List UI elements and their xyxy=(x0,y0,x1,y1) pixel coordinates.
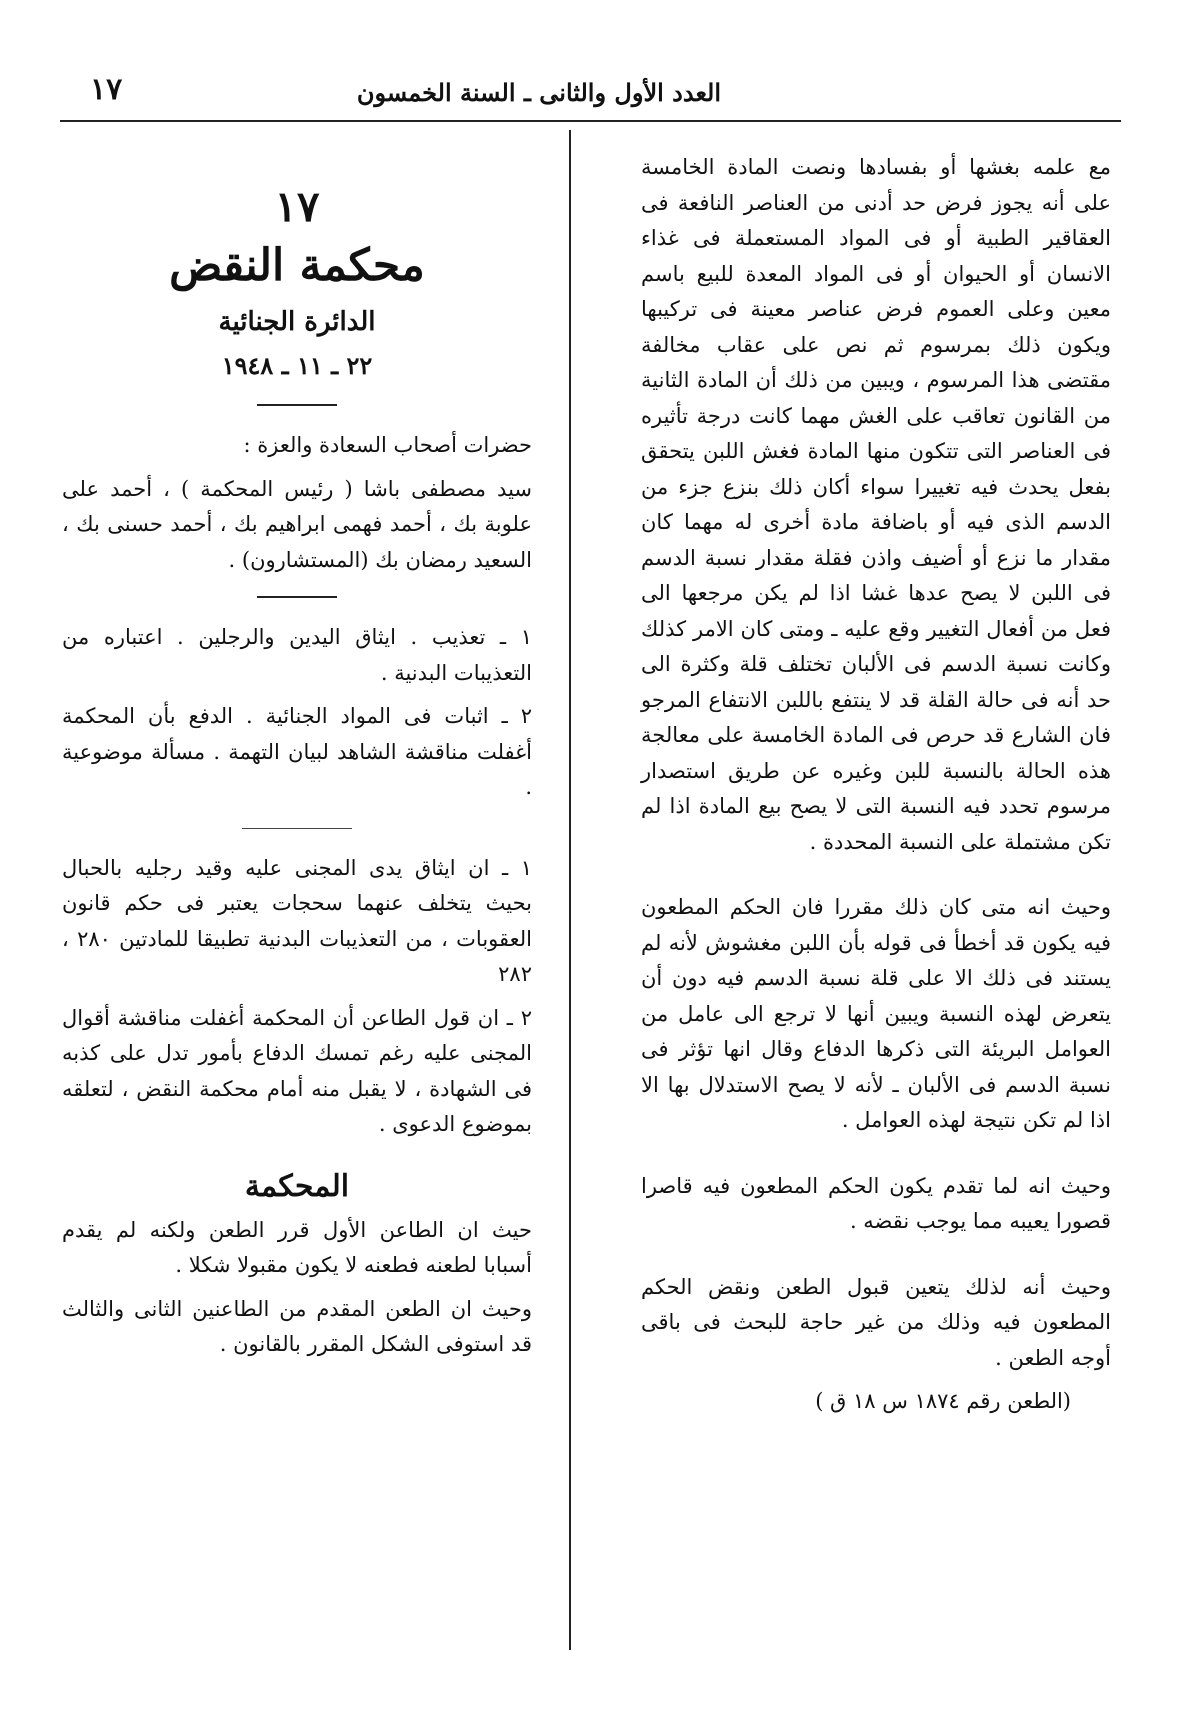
legal-principle: ٢ ـ ان قول الطاعن أن المحكمة أغفلت مناقشة أقوال المجنى عليه رغم تمسك الدفاع بأمور تدل على كذبه فى الشهادة ، لا يقبل منه أمام محكمة النقض ، لتعلقه بموضوع الدعوى . xyxy=(62,1005,532,1136)
page-number: ١٧ xyxy=(90,72,123,107)
case-number: ١٧ xyxy=(274,182,320,231)
court-name: محكمة النقض xyxy=(169,240,425,291)
section-title: المحكمة xyxy=(244,1168,350,1204)
body-paragraph: مع علمه بغشها أو بفسادها ونصت المادة الخامسة على أنه يجوز فرض حد أدنى من العناصر النافعة فى العقاقير الطبية أو فى المواد المستعملة فى غذاء الانسان أو الحيوان أو فى المواد المعدة للبيع باسم معين وعلى العموم فرض عناصر معينة فى تركيبها ويكون ذلك بمرسوم ثم نص على عقاب مخالفة مقتضى هذا المرسوم ، ويبين من ذلك أن المادة الثانية من القانون تعاقب على الغش مهما كانت درجة تأثيره فى العناصر التى تتكون منها المادة فغش اللبن يتحقق بفعل يحدث فيه تغييرا سواء أكان ذلك بنزع جزء من الدسم الذى فيه أو باضافة مادة أخرى له مهما كان مقدار ما نزع أو أضيف واذن فقلة مقدار نسبة الدسم فى اللبن لا يصح عدها غشا اذا لم يكن مرجعها الى فعل من أفعال التغيير وقع عليه ـ ومتى كان الامر كذلك وكانت نسبة الدسم فى الألبان تختلف قلة وكثرة الى حد أنه فى حالة القلة قد لا ينتفع باللبن الانتفاع المرجو فان الشارع قد حرص فى المادة الخامسة على معالجة هذه الحالة بالنسبة للبن وغيره عن طريق استصدار مرسوم تحدد فيه النسبة التى لا يصح بيع المادة اذا لم تكن مشتملة على النسبة المحددة . xyxy=(641,155,1111,854)
headnote: ١ ـ تعذيب . ايثاق اليدين والرجلين . اعتباره من التعذيبات البدنية . xyxy=(62,625,532,685)
left-column xyxy=(62,150,532,1371)
legal-principle: ١ ـ ان ايثاق يدى المجنى عليه وقيد رجليه بالحبال بحيث يتخلف عنهما سحجات يعتبر فى حكم قانون العقوبات ، من التعذيبات البدنية تطبيقا للمادتين ٢٨٠ ، ٢٨٢ xyxy=(62,855,532,986)
body-paragraph: وحيث انه متى كان ذلك مقررا فان الحكم المطعون فيه يكون قد أخطأ فى قوله بأن اللبن مغشوش لأنه لم يستند فى ذلك الا على قلة نسبة الدسم فيه دون أن يتعرض لهذه النسبة ويبين أنها لا ترجع الى عامل من العوامل البريئة التى ذكرها الدفاع وقال انها تؤثر فى نسبة الدسم فى الألبان ـ لأنه لا يصح الاستدلال بها الا اذا لم تكن نتيجة لهذه العوامل . xyxy=(641,895,1111,1132)
judges-list: سيد مصطفى باشا ( رئيس المحكمة ) ، أحمد على علوبة بك ، أحمد فهمى ابراهيم بك ، أحمد حسنى بك ، السعيد رمضان بك (المستشارون) . xyxy=(62,476,532,572)
circuit-name: الدائرة الجنائية xyxy=(218,307,376,337)
headnote: ٢ ـ اثبات فى المواد الجنائية . الدفع بأن المحكمة أغفلت مناقشة الشاهد لبيان التهمة . مسألة موضوعية . xyxy=(62,704,532,799)
divider xyxy=(242,828,352,829)
case-citation: (الطعن رقم ١٨٧٤ س ١٨ ق ) xyxy=(815,1389,1071,1413)
page-header xyxy=(60,70,1121,122)
court-paragraph: حيث ان الطاعن الأول قرر الطعن ولكنه لم يقدم أسبابا لطعنه فطعنه لا يكون مقبولا شكلا . xyxy=(62,1217,532,1277)
session-date: ٢٢ ـ ١١ ـ ١٩٤٨ xyxy=(221,351,373,380)
court-paragraph: وحيث ان الطعن المقدم من الطاعنين الثانى والثالث قد استوفى الشكل المقرر بالقانون . xyxy=(62,1296,532,1356)
body-paragraph: وحيث أنه لذلك يتعين قبول الطعن ونقض الحكم المطعون فيه وذلك من غير حاجة للبحث فى باقى أوجه الطعن . xyxy=(641,1274,1111,1370)
attendance-intro: حضرات أصحاب السعادة والعزة : xyxy=(243,433,532,457)
divider xyxy=(257,404,337,406)
right-column xyxy=(641,150,1111,1428)
body-paragraph: وحيث انه لما تقدم يكون الحكم المطعون فيه قاصرا قصورا يعيبه مما يوجب نقضه . xyxy=(641,1173,1111,1233)
divider xyxy=(257,596,337,598)
column-divider xyxy=(569,130,571,1650)
running-title: العدد الأول والثانى ـ السنة الخمسون xyxy=(356,78,721,107)
